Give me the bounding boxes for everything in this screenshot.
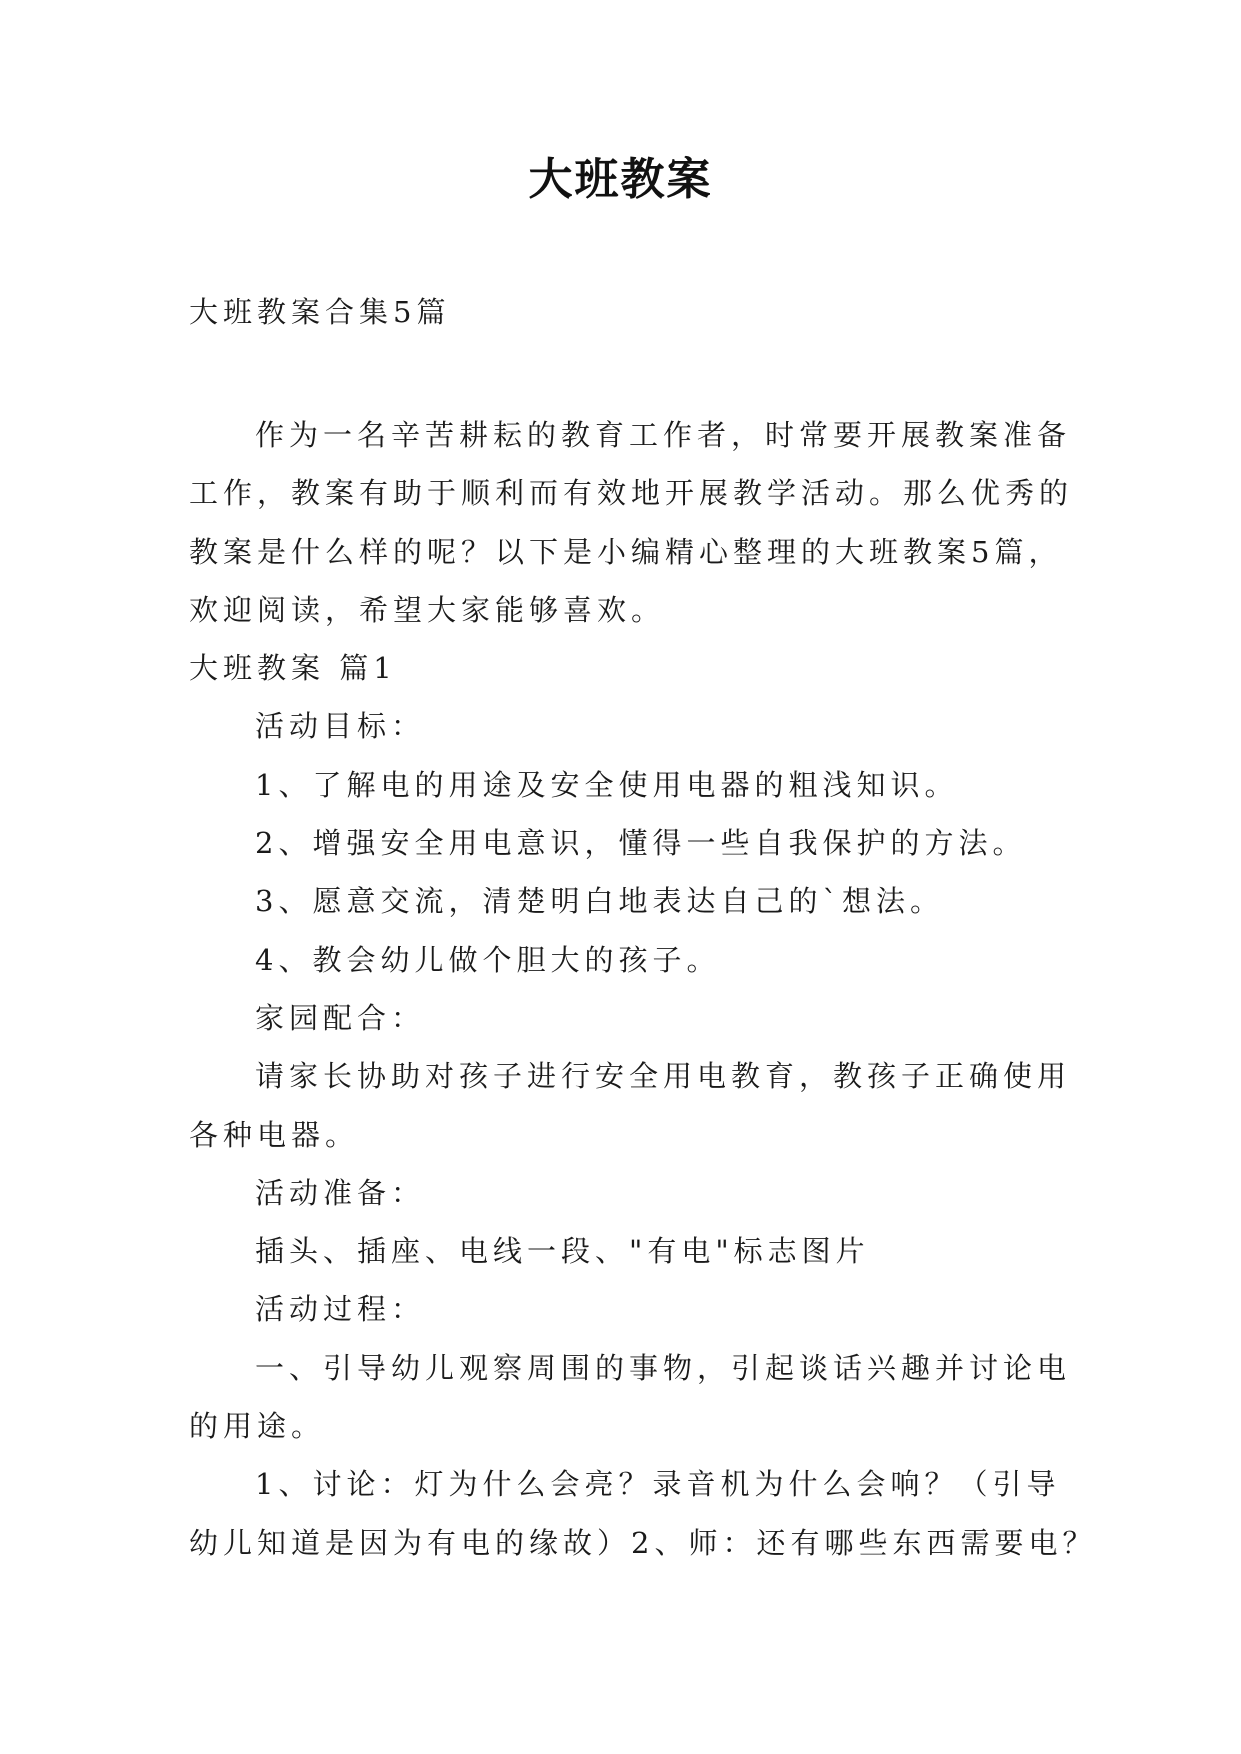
paragraph-line: 活动准备： [255, 1175, 426, 1210]
paragraph-line: 3、愿意交流，清楚明白地表达自己的`想法。 [255, 884, 944, 919]
paragraph-line: 各种电器。 [189, 1117, 360, 1152]
paragraph-line: 请家长协助对孩子进行安全用电教育，教孩子正确使用 [255, 1059, 1072, 1094]
paragraph-line: 2、增强安全用电意识，懂得一些自我保护的方法。 [255, 826, 1027, 861]
paragraph-line: 活动过程： [255, 1292, 426, 1327]
paragraph-line: 欢迎阅读，希望大家能够喜欢。 [189, 592, 666, 627]
paragraph-line: 活动目标： [255, 709, 426, 744]
paragraph-line: 教案是什么样的呢？以下是小编精心整理的大班教案5篇， [189, 534, 1063, 569]
paragraph-line: 工作，教案有助于顺利而有效地开展教学活动。那么优秀的 [189, 476, 1074, 511]
page-title: 大班教案 [528, 154, 713, 205]
document-body [189, 406, 1097, 1572]
paragraph-line: 大班教案 篇1 [189, 651, 397, 686]
paragraph-line: 的用途。 [189, 1409, 326, 1444]
paragraph-line: 家园配合： [255, 1000, 426, 1035]
paragraph-line: 1、了解电的用途及安全使用电器的粗浅知识。 [255, 767, 959, 802]
document-subtitle: 大班教案合集5篇 [189, 295, 451, 329]
paragraph-line: 4、教会幼儿做个胆大的孩子。 [255, 942, 721, 977]
paragraph-line: 一、引导幼儿观察周围的事物，引起谈话兴趣并讨论电 [255, 1350, 1072, 1385]
paragraph-line: 1、讨论：灯为什么会亮？录音机为什么会响？（引导 [255, 1467, 1061, 1502]
paragraph-line: 作为一名辛苦耕耘的教育工作者，时常要开展教案准备 [255, 418, 1072, 452]
paragraph-line: 插头、插座、电线一段、"有电"标志图片 [255, 1234, 870, 1269]
paragraph-line: 幼儿知道是因为有电的缘故）2、师：还有哪些东西需要电？ [189, 1525, 1097, 1560]
